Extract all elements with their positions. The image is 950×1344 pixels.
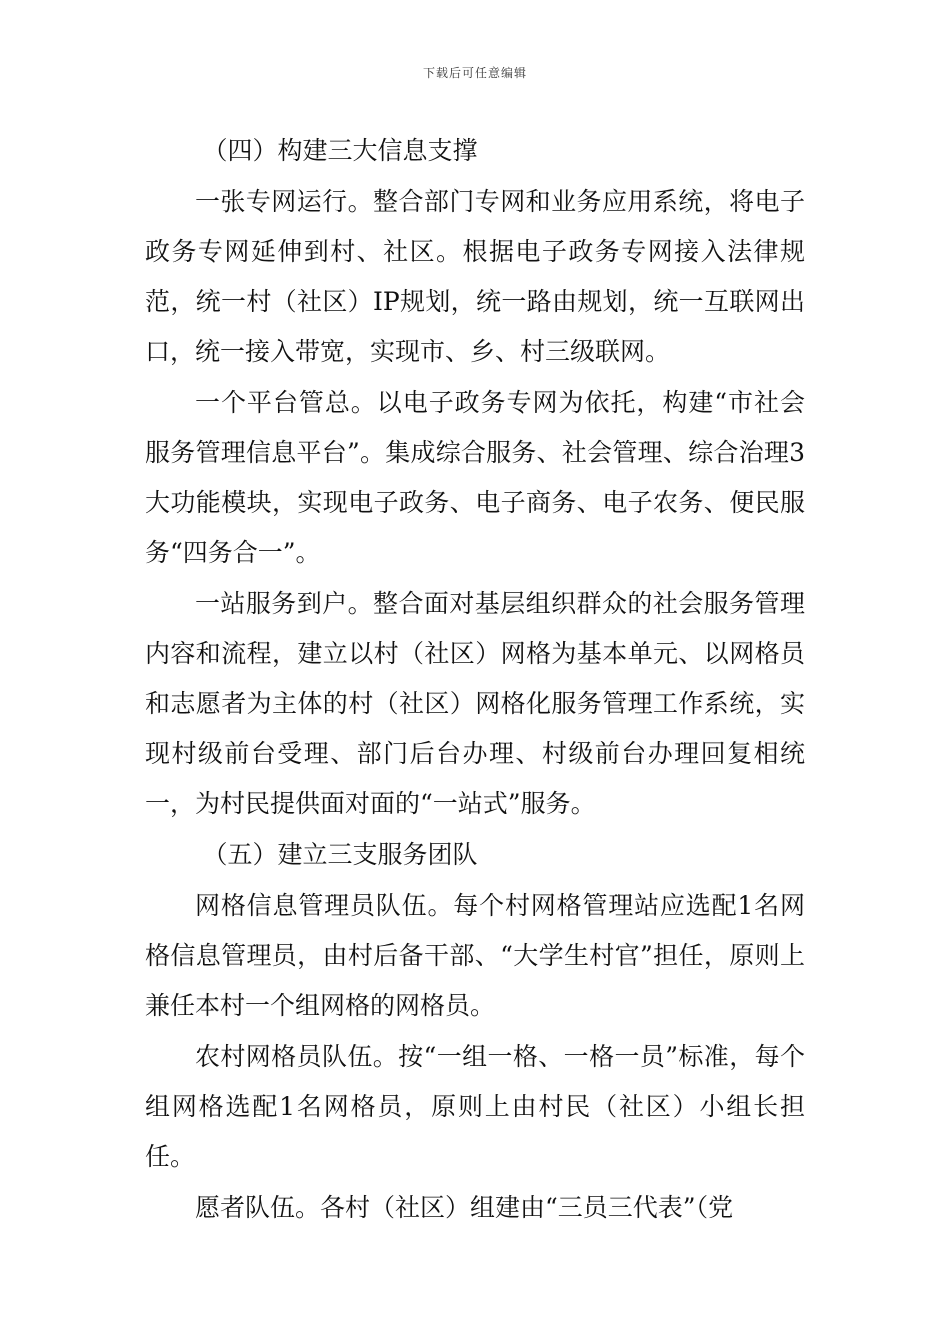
paragraph-volunteers: 愿者队伍。各村（社区）组建由“三员三代表”（党: [195, 1193, 734, 1222]
paragraph-grid-members: 农村网格员队伍。按“一组一格、一格一员”标准，每个组网格选配1名网格员，原则上由村民（社区）小组长担任。: [145, 1042, 805, 1171]
page-header: 下载后可任意编辑: [422, 66, 527, 80]
paragraph-info-managers: 网格信息管理员队伍。每个村网格管理站应选配1名网格信息管理员，由村后备干部、“大学生村官”担任，原则上兼任本村一个组网格的网格员。: [145, 891, 805, 1020]
document-body: [145, 126, 805, 1233]
paragraph-service-station: 一站服务到户。整合面对基层组织群众的社会服务管理内容和流程，建立以村（社区）网格为基本单元、以网格员和志愿者为主体的村（社区）网格化服务管理工作系统，实现村级前台受理、部门后台办理、村级前台办理回复相统一，为村民提供面对面的“一站式”服务。: [145, 589, 805, 818]
paragraph-platform: 一个平台管总。以电子政务专网为依托，构建“市社会服务管理信息平台”。集成综合服务、社会管理、综合治理3大功能模块，实现电子政务、电子商务、电子农务、便民服务“四务合一”。: [145, 388, 805, 567]
section-heading-5: （五）建立三支服务团队: [202, 840, 478, 869]
section-heading-4: （四）构建三大信息支撑: [202, 136, 478, 165]
paragraph-network: 一张专网运行。整合部门专网和业务应用系统，将电子政务专网延伸到村、社区。根据电子政务专网接入法律规范，统一村（社区）IP规划，统一路由规划，统一互联网出口，统一接入带宽，实现市、乡、村三级联网。: [145, 187, 805, 366]
